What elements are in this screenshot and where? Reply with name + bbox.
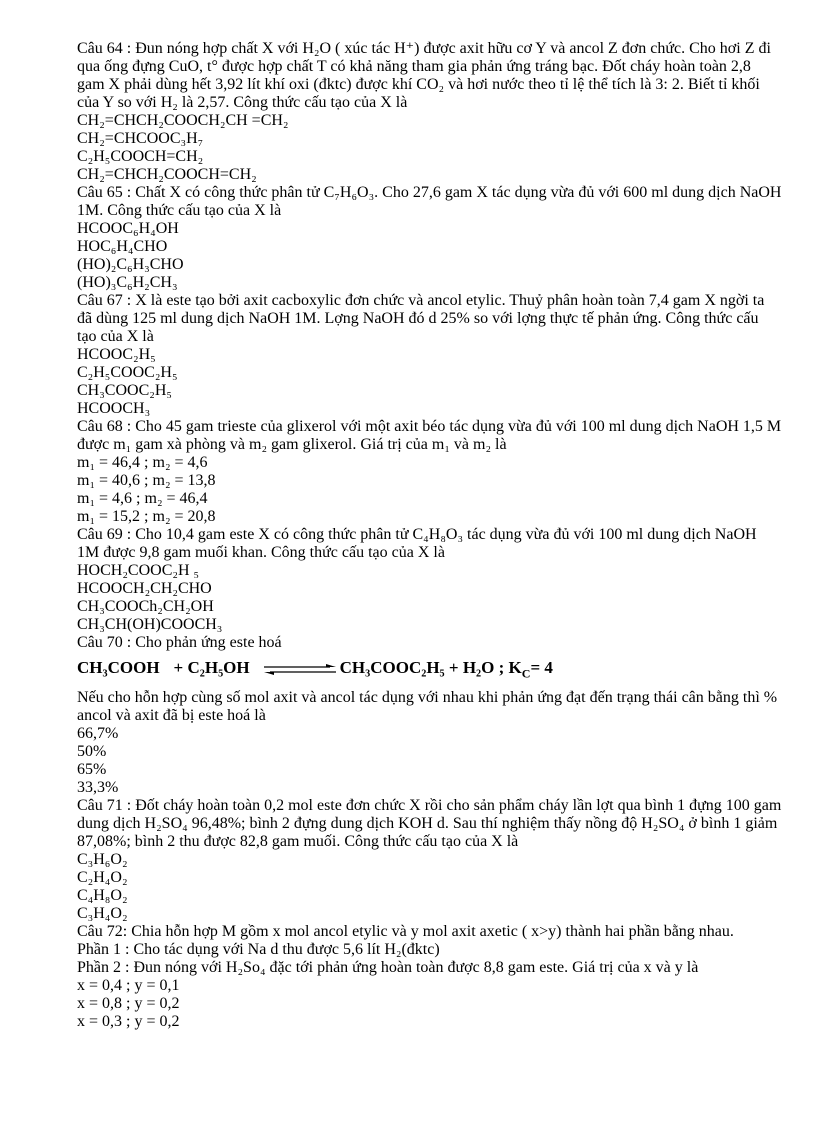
answer-option: HOCH₂COOC₂H ₅ bbox=[77, 562, 200, 579]
answer-option: C₄H₈O₂ bbox=[77, 887, 128, 905]
answer-option: HOC₆H₄CHO bbox=[77, 238, 168, 255]
answer-option: C₂H₅COOC₂H₅ bbox=[77, 364, 178, 381]
question-text: Câu 70 : Cho phản ứng este hoá bbox=[77, 634, 282, 651]
part-2: Phần 2 : Đun nóng với H₂So₄ đặc tới phản ứng hoàn toàn được 8,8 gam este. Giá trị của x và y là bbox=[77, 959, 699, 977]
question-72 bbox=[77, 923, 782, 1031]
question-text: Câu 67 : X là este tạo bởi axit cacboxylic đơn chức và ancol etylic. Thuỷ phân hoàn toàn 7,4 gam X ngời ta đã dùng 125 ml dung dịch NaOH 1M. Lợng NaOH đó d 25% so với lợng thực tế phản ứng. Công thức cấu tạo của X là bbox=[77, 292, 765, 345]
equilibrium-arrow-icon bbox=[264, 663, 336, 675]
equation-k-subscript: C bbox=[521, 666, 531, 681]
question-70 bbox=[77, 634, 782, 797]
answer-option: x = 0,4 ; y = 0,1 bbox=[77, 977, 180, 995]
question-69 bbox=[77, 526, 782, 634]
answer-option: m₁ = 15,2 ; m₂ = 20,8 bbox=[77, 508, 216, 525]
part-1: Phần 1 : Cho tác dụng với Na d thu được 5,6 lít H₂(đktc) bbox=[77, 941, 440, 959]
answer-option: 33,3% bbox=[77, 779, 119, 797]
answer-option: HCOOC₆H₄OH bbox=[77, 220, 179, 237]
question-text: Câu 72: Chia hỗn hợp M gồm x mol ancol etylic và y mol axit axetic ( x>y) thành hai phần bằng nhau. bbox=[77, 923, 734, 941]
question-text: Câu 64 : Đun nóng hợp chất X với H₂O ( xúc tác H⁺) được axit hữu cơ Y và ancol Z đơn chức. Cho hơi Z đi qua ống đựng CuO, t° được hợp chất T có khả năng tham gia phản ứng tráng bạc. Đốt cháy hoàn toàn 2,8 gam X phải dùng hết 3,92 lít khí oxi (đktc) được khí CO₂ và hơi nước theo tỉ lệ thể tích là 3: 2. Biết tỉ khối của Y so với H₂ là 2,57. Công thức cấu tạo của X là bbox=[77, 40, 771, 111]
document-body bbox=[77, 40, 782, 1031]
question-text: Câu 69 : Cho 10,4 gam este X có công thức phân tử C₄H₈O₃ tác dụng vừa đủ với 100 ml dung dịch NaOH 1M được 9,8 gam muối khan. Công thức cấu tạo của X là bbox=[77, 526, 757, 561]
answer-option: m₁ = 4,6 ; m₂ = 46,4 bbox=[77, 490, 208, 507]
answer-option: x = 0,3 ; y = 0,2 bbox=[77, 1013, 180, 1031]
answer-option: CH₂=CHCH₂COOCH₂CH =CH₂ bbox=[77, 112, 289, 129]
answer-option: 66,7% bbox=[77, 725, 119, 743]
question-71 bbox=[77, 797, 782, 923]
answer-option: (HO)₂C₆H₃CHO bbox=[77, 256, 184, 273]
answer-option: HCOOCH₂CH₂CHO bbox=[77, 580, 212, 597]
answer-option: 65% bbox=[77, 761, 107, 779]
answer-option: CH₃CH(OH)COOCH₃ bbox=[77, 616, 223, 633]
answer-option: m₁ = 46,4 ; m₂ = 4,6 bbox=[77, 454, 208, 471]
answer-option: HCOOC₂H₅ bbox=[77, 346, 156, 363]
equation-k-value: = 4 bbox=[530, 658, 553, 677]
question-text-continued: Nếu cho hỗn hợp cùng số mol axit và ancol tác dụng với nhau khi phản ứng đạt đến trạng thái cân bằng thì % ancol và axit đã bị este hoá là bbox=[77, 689, 778, 725]
question-64 bbox=[77, 40, 782, 184]
equation-left-acid: CH₃COOH bbox=[77, 658, 160, 677]
question-text: Câu 71 : Đốt cháy hoàn toàn 0,2 mol este đơn chức X rồi cho sản phẩm cháy lần lợt qua bình 1 đựng 100 gam dung dịch H₂SO₄ 96,48%; bình 2 đựng dung dịch KOH d. Sau thí nghiệm thấy nồng độ H₂SO₄ ở bình 1 giảm 87,08%; bình 2 thu được 82,8 gam muối. Công thức cấu tạo của X là bbox=[77, 797, 782, 851]
question-text: Câu 65 : Chất X có công thức phân tử C₇H₆O₃. Cho 27,6 gam X tác dụng vừa đủ với 600 ml dung dịch NaOH 1M. Công thức cấu tạo của X là bbox=[77, 184, 782, 219]
answer-option: C₂H₄O₂ bbox=[77, 869, 128, 887]
answer-option: CH₂=CHCOOC₃H₇ bbox=[77, 130, 204, 147]
question-67 bbox=[77, 292, 782, 418]
esterification-equation bbox=[77, 654, 782, 687]
question-text: Câu 68 : Cho 45 gam trieste của glixerol với một axit béo tác dụng vừa đủ với 100 ml dung dịch NaOH 1,5 M được m₁ gam xà phòng và m₂ gam glixerol. Giá trị của m₁ và m₂ là bbox=[77, 418, 782, 453]
answer-option: x = 0,8 ; y = 0,2 bbox=[77, 995, 180, 1013]
answer-option: CH₃COOC₂H₅ bbox=[77, 382, 172, 399]
answer-option: CH₃COOCh₂CH₂OH bbox=[77, 598, 214, 615]
answer-option: HCOOCH₃ bbox=[77, 400, 151, 417]
answer-option: 50% bbox=[77, 743, 107, 761]
question-65 bbox=[77, 184, 782, 292]
question-68 bbox=[77, 418, 782, 526]
answer-option: C₃H₆O₂ bbox=[77, 851, 128, 869]
equation-left-alcohol: + C₂H₅OH bbox=[173, 658, 250, 677]
equation-right: CH₃COOC₂H₅ + H₂O ; K bbox=[339, 658, 522, 677]
answer-option: m₁ = 40,6 ; m₂ = 13,8 bbox=[77, 472, 216, 489]
answer-option: C₃H₄O₂ bbox=[77, 905, 128, 923]
answer-option: C₂H₅COOCH=CH₂ bbox=[77, 148, 204, 165]
answer-option: (HO)₃C₆H₂CH₃ bbox=[77, 274, 178, 291]
answer-option: CH₂=CHCH₂COOCH=CH₂ bbox=[77, 166, 257, 183]
